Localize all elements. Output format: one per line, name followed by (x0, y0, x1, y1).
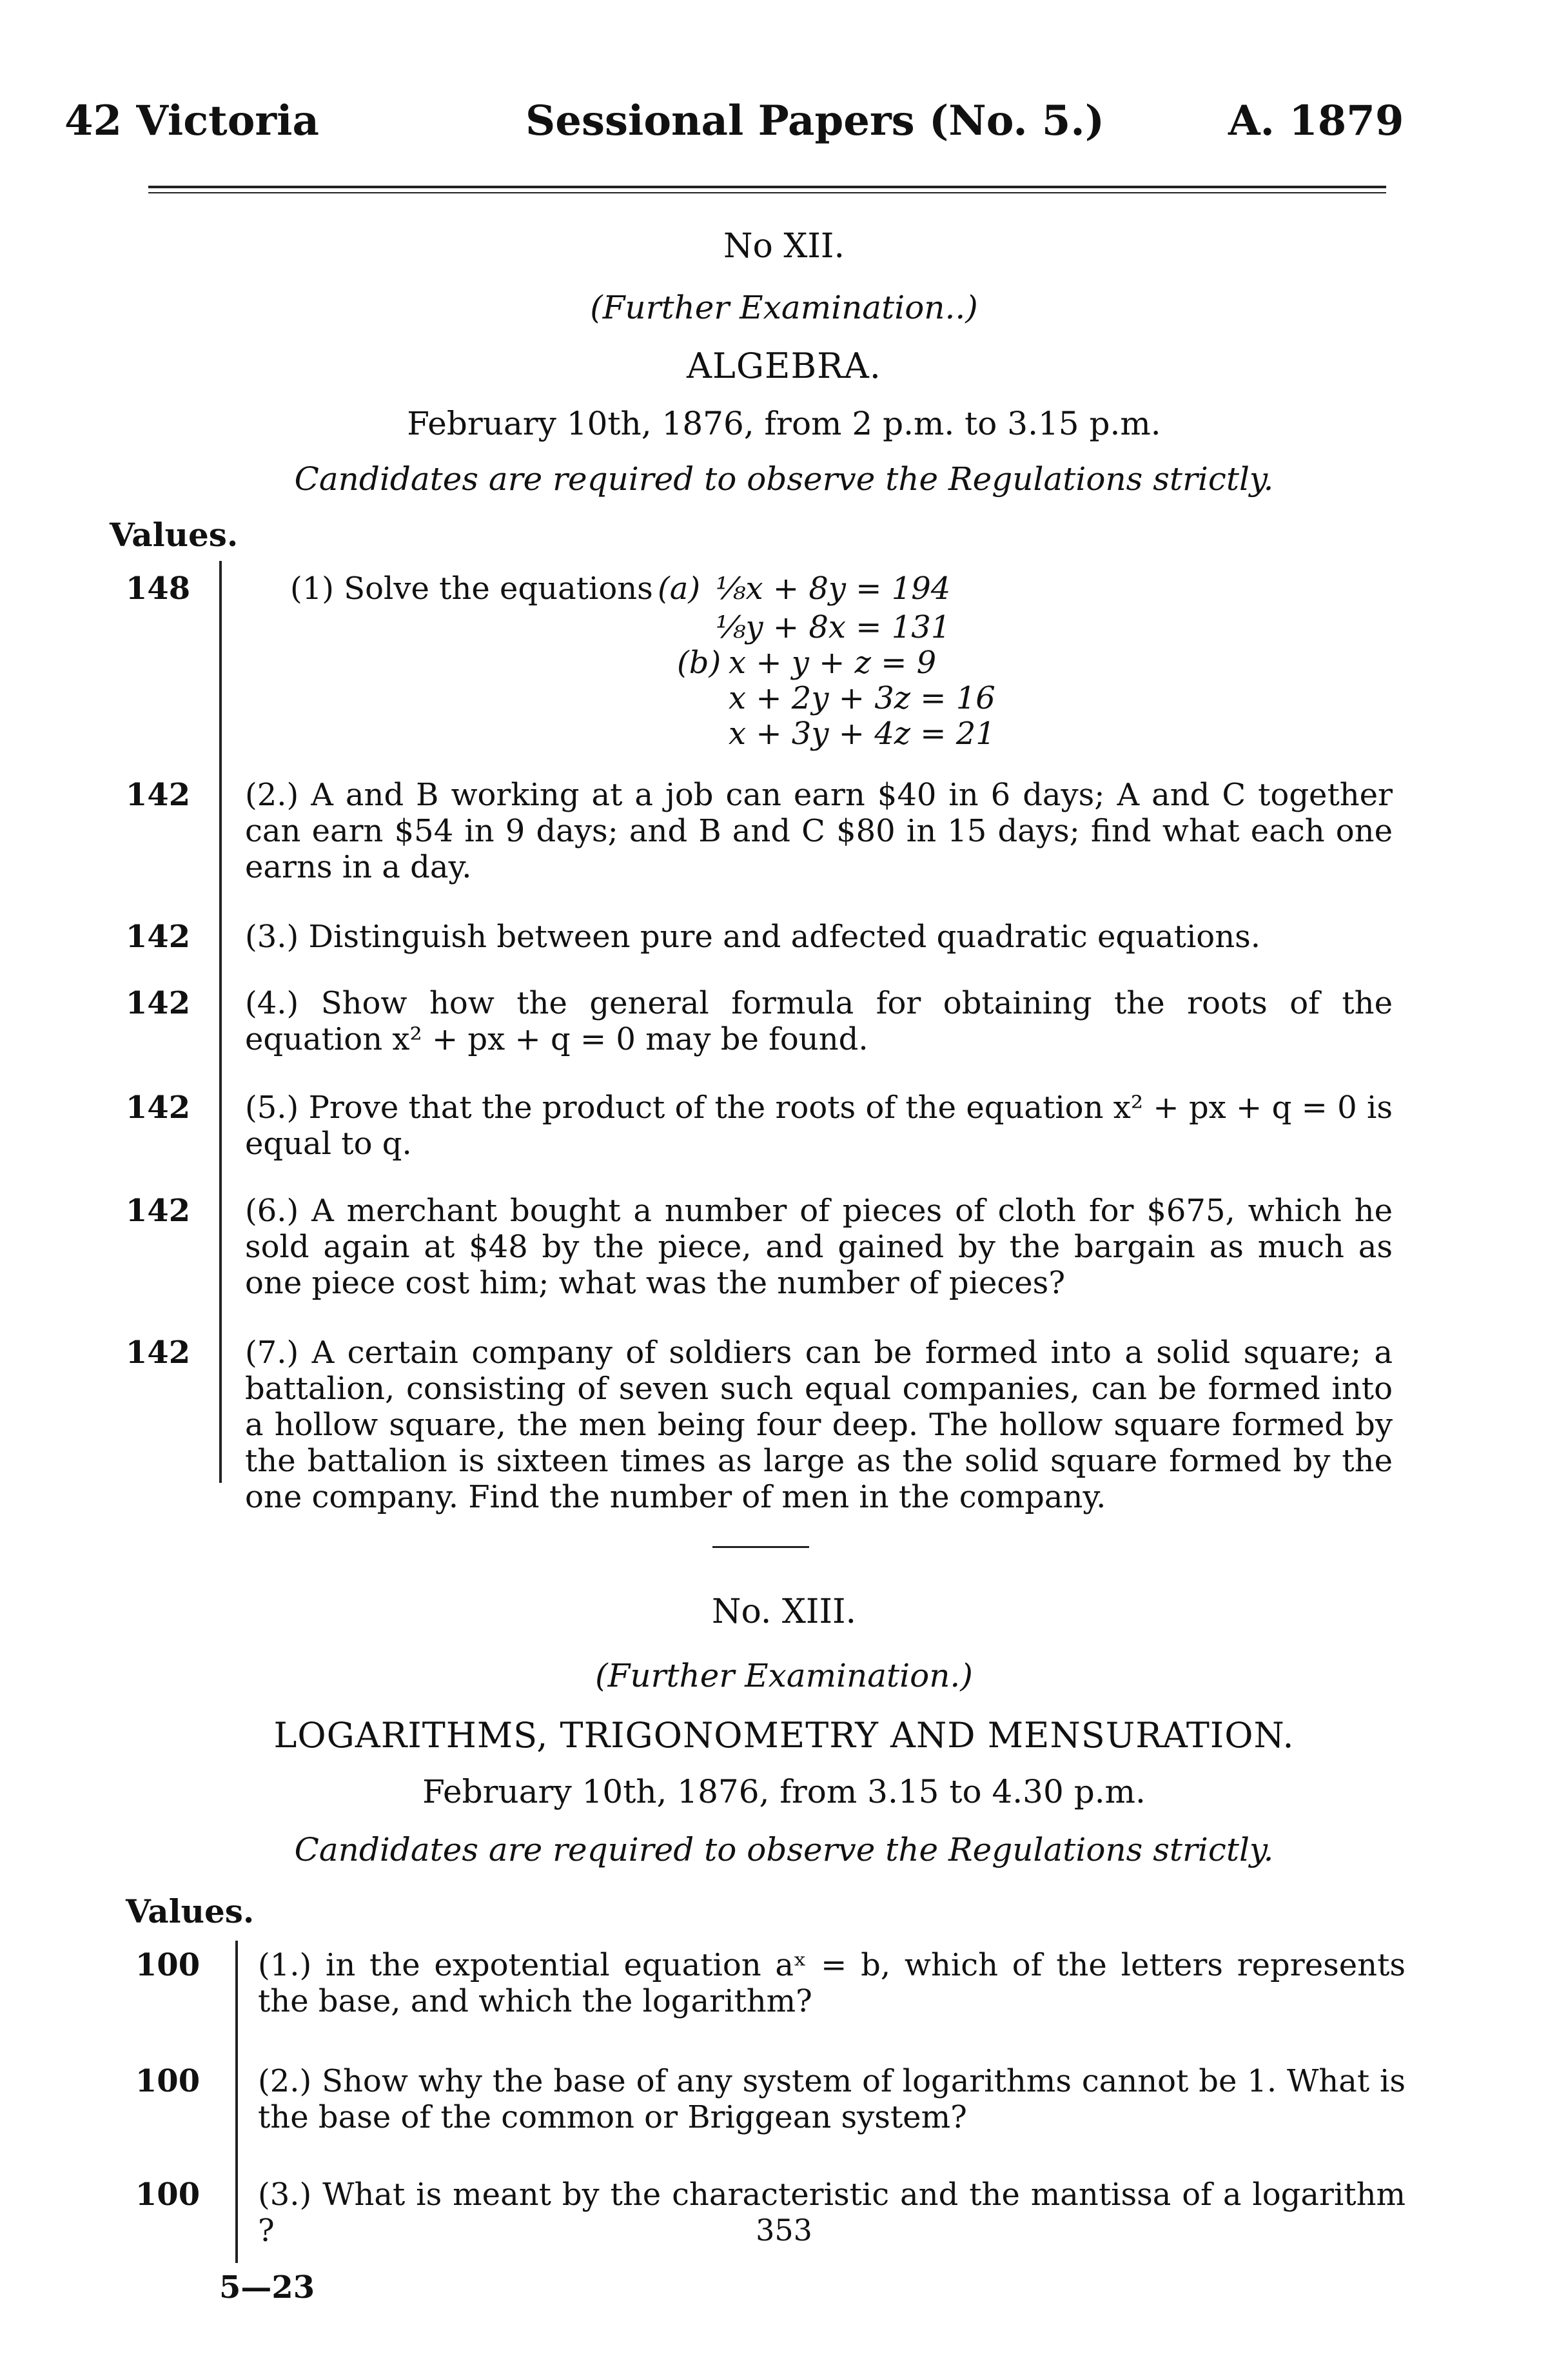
q1-eq-b2: x + 2y + 3z = 16 (729, 680, 995, 716)
section-divider (712, 1546, 809, 1548)
q2-text: (2.) A and B working at a job can earn $40 in 6 days; A and C together can earn $54 in 9 days; and B and C $80 in 15 days; find what each one earns in a day. (245, 777, 1393, 885)
s2-q3-value: 100 (135, 2177, 201, 2213)
section1-subject: ALGEBRA. (687, 346, 881, 386)
s2-q2-text: (2.) Show why the base of any system of logarithms cannot be 1. What is the base of the common or Briggean system? (258, 2063, 1406, 2135)
section2-subtitle: (Further Examination.) (595, 1657, 973, 1694)
section2-values-label: Values. (126, 1892, 255, 1930)
q7-text: (7.) A certain company of soldiers can be formed into a solid square; a battalion, consisting of seven such equal companies, can be formed into a hollow square, the men being four deep. The hollow square formed by the battalion is sixteen times as large as the solid square formed by the one company. Find the number of men in the company. (245, 1335, 1393, 1515)
q1-intro: (1) Solve the equations (290, 571, 653, 607)
footer-signature: 5—23 (219, 2269, 315, 2306)
s2-q3-text: (3.) What is meant by the characteristic and the mantissa of a logarithm ? (258, 2177, 1406, 2249)
section1-instruction: Candidates are required to observe the Regulations strictly. (294, 460, 1274, 498)
section1-subtitle: (Further Examination..) (590, 289, 978, 326)
q7-value: 142 (125, 1335, 191, 1371)
q1-eq-a1: ⅛x + 8y = 194 (716, 571, 951, 607)
header-left: 42 Victoria (64, 97, 319, 145)
q5-text: (5.) Prove that the product of the roots of the equation x² + px + q = 0 is equal to q. (245, 1090, 1393, 1162)
q2-value: 142 (125, 777, 191, 813)
section2-date: February 10th, 1876, from 3.15 to 4.30 p.m. (422, 1773, 1146, 1810)
s2-q2-value: 100 (135, 2063, 201, 2099)
header-center: Sessional Papers (No. 5.) (525, 97, 1104, 145)
q3-text: (3.) Distinguish between pure and adfected quadratic equations. (245, 919, 1260, 955)
q4-text: (4.) Show how the general formula for obtaining the roots of the equation x² + px + q = 0 may be found. (245, 985, 1393, 1057)
q5-value: 142 (125, 1090, 191, 1126)
section1-values-label: Values. (110, 516, 239, 554)
section2-instruction: Candidates are required to observe the Regulations strictly. (294, 1831, 1274, 1868)
q4-value: 142 (125, 985, 191, 1021)
q6-text: (6.) A merchant bought a number of pieces of cloth for $675, which he sold again at $48 by the piece, and gained by the bargain as much as one piece cost him; what was the number of pieces? (245, 1193, 1393, 1301)
q1-part-b: (b) (677, 645, 721, 681)
q3-value: 142 (125, 919, 191, 955)
header-rule-top (148, 186, 1386, 188)
q1-part-a: (a) (658, 571, 701, 607)
header-rule-bottom (148, 192, 1386, 193)
q1-eq-b3: x + 3y + 4z = 21 (729, 716, 995, 752)
s2-q1-value: 100 (135, 1947, 201, 1983)
q1-eq-b1: x + y + z = 9 (729, 645, 937, 681)
header-right: A. 1879 (1228, 97, 1404, 145)
section2-subject: LOGARITHMS, TRIGONOMETRY AND MENSURATION. (273, 1715, 1295, 1756)
section1-date: February 10th, 1876, from 2 p.m. to 3.15 p.m. (407, 405, 1161, 442)
q6-value: 142 (125, 1193, 191, 1229)
page-number: 353 (756, 2213, 812, 2248)
section1-value-bar (219, 561, 222, 1483)
section1-number: No XII. (723, 227, 845, 266)
q1-eq-a2: ⅛y + 8x = 131 (716, 609, 951, 645)
q1-value: 148 (125, 571, 191, 607)
s2-q1-text: (1.) in the expotential equation aˣ = b, which of the letters represents the base, and which the logarithm? (258, 1947, 1406, 2019)
section2-number: No. XIII. (711, 1592, 857, 1631)
